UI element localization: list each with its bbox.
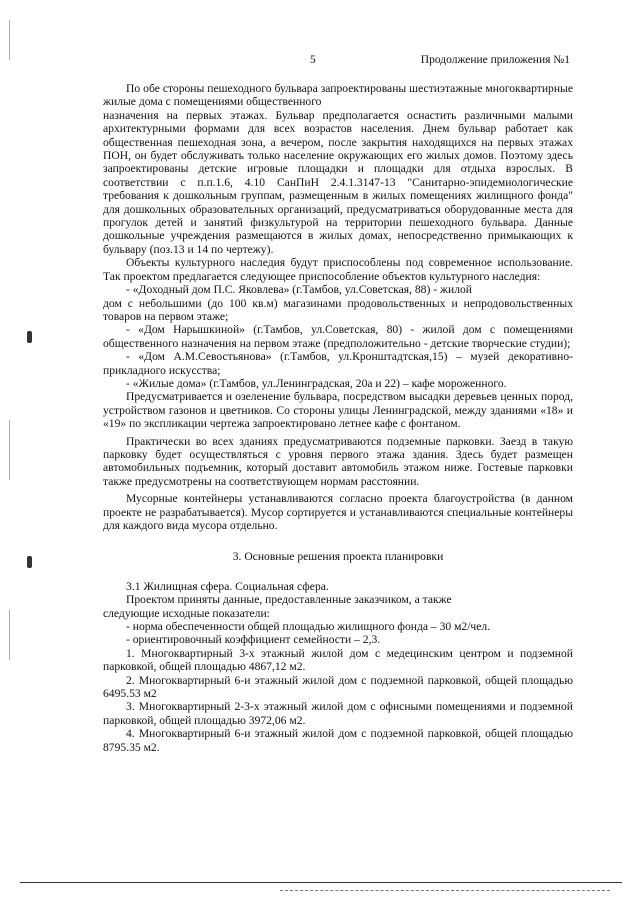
bottom-rule bbox=[20, 882, 622, 883]
paragraph: Практически во всех зданиях предусматриваются подземные парковки. Заезд в такую парковку будет осуществляться с уровня первого этажа здания. Здесь будет размещен автомобильных подъемник, который доставит автомобиль этажом ниже. Гостевые парковки также предусмотрены на соответствующем нормам расстоянии. bbox=[103, 434, 573, 488]
list-item: 2. Многоквартирный 6-и этажный жилой дом с подземной парковкой, общей площадью 6495.53 м2 bbox=[103, 673, 573, 701]
punch-hole-mark bbox=[27, 556, 32, 568]
scan-edge-mark bbox=[9, 420, 10, 480]
list-item: - норма обеспеченности общей площадью жилищного фонда – 30 м2/чел. bbox=[126, 620, 491, 634]
list-item: 4. Многоквартирный 6-и этажный жилой дом с подземной парковкой, общей площадью 8795.35 м2. bbox=[103, 727, 573, 754]
list-item: 1. Многоквартирный 3-х этажный жилой дом с медецинским центром и подземной парковкой, общей площадью 4867,12 м2. bbox=[103, 646, 573, 674]
appendix-label: Продолжение приложения №1 bbox=[420, 54, 570, 66]
section-heading: 3. Основные решения проекта планировки bbox=[232, 550, 444, 564]
paragraph: По обе стороны пешеходного бульвара запроектированы шестиэтажные многоквартирные жилые дома с помещениями общественного bbox=[103, 82, 573, 109]
list-item: - «Дом Нарышкиной» (г.Тамбов, ул.Советская, 80) - жилой дом с помещениями общественного назначения на первом этаже (предположительно - детские творческие студии); bbox=[103, 323, 573, 350]
list-item: - «Жилые дома» (г.Тамбов, ул.Ленинградская, 20а и 22) – кафе мороженного. bbox=[126, 376, 507, 390]
document-body bbox=[103, 82, 573, 754]
paragraph: следующие исходные показатели: bbox=[103, 606, 270, 620]
paragraph: дом с небольшими (до 100 кв.м) магазинами продовольственных и непродовольственных товаров на первом этаже; bbox=[103, 296, 573, 323]
list-item: - «Дом А.М.Севостьянова» (г.Тамбов, ул.Кронштадтская,15) – музей декоративно-прикладного искусства; bbox=[103, 350, 573, 377]
scan-edge-mark bbox=[9, 610, 10, 660]
paragraph: Объекты культурного наследия будут приспособлены под современное использование. Так проектом предлагается следующее приспособление объектов культурного наследия: bbox=[103, 256, 573, 283]
subsection-heading: 3.1 Жилищная сфера. Социальная сфера. bbox=[126, 579, 329, 593]
paragraph: Проектом приняты данные, предоставленные заказчиком, а также bbox=[126, 593, 452, 607]
paragraph: назначения на первых этажах. Бульвар предполагается оснастить различными малыми архитектурными формами для всех возрастов населения. Днем бульвар работает как общественная пешеходная зона, а вечером, после закрытия находящихся на первых этажах ПОН, он будет обслуживать только население окружающих его жилых домов. Поэтому здесь запроектированы детские игровые площадки и площадки для отдыха взрослых. В соответствии с п.п.1.6, 4.10 СанПиН 2.4.1.3147-13 "Санитарно-эпидемиологические требования к дошкольным группам, размещенным в жилых помещениях жилищного фонда" для дошкольных образовательных организаций, предусматриваться оборудованные места для прогулок детей и занятий физкультурой на территории пешеходного бульвара. Данные дошкольные учреждения размещаются в жилых домах, непосредственно примыкающих к бульвару (поз.13 и 14 по чертежу). bbox=[103, 108, 573, 256]
list-item: - ориентировочный коэффициент семейности – 2,3. bbox=[126, 633, 381, 647]
paragraph: Предусматривается и озеленение бульвара, посредством высадки деревьев ценных пород, устройством газонов и цветников. Со стороны улицы Ленинградской, между зданиями «18» и «19» по экспликации чертежа запроектировано летнее кафе с фонтаном. bbox=[103, 390, 573, 431]
page-header bbox=[0, 54, 640, 68]
page-number: 5 bbox=[310, 54, 316, 66]
bottom-scan-artifact bbox=[280, 890, 610, 891]
scan-edge-mark bbox=[9, 20, 10, 60]
list-item: 3. Многоквартирный 2-3-х этажный жилой дом с офисными помещениями и подземной парковкой, общей площадью 3972,06 м2. bbox=[103, 700, 573, 727]
punch-hole-mark bbox=[27, 331, 32, 343]
list-item: - «Доходный дом П.С. Яковлева» (г.Тамбов, ул.Советская, 88) - жилой bbox=[126, 283, 472, 297]
paragraph: Мусорные контейнеры устанавливаются согласно проекта благоустройства (в данном проекте не разрабатывается). Мусор сортируется и устанавливаются специальные контейнеры для каждого вида мусора отдельно. bbox=[103, 492, 573, 532]
